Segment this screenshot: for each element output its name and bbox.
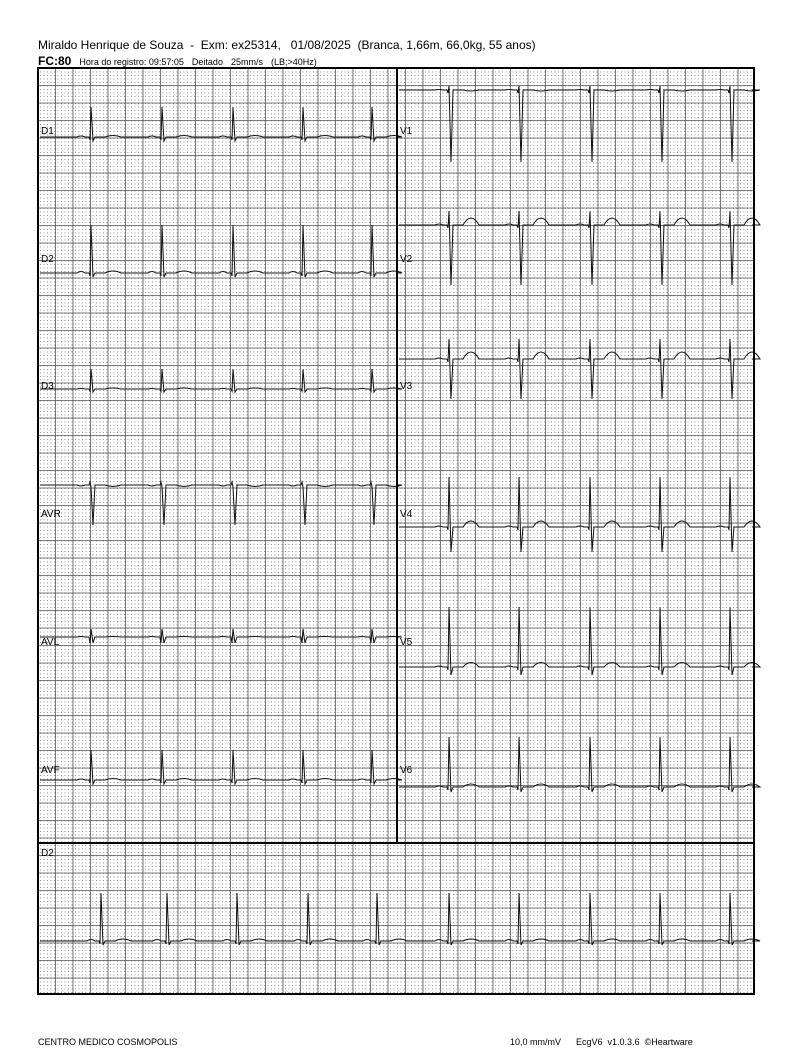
lead-label-avl: AVL xyxy=(41,637,60,648)
lead-label-v4: V4 xyxy=(400,509,413,520)
lead-label-d1: D1 xyxy=(41,126,54,137)
lead-label-v6: V6 xyxy=(400,765,413,776)
footer-info xyxy=(510,1037,693,1047)
lead-label-avr: AVR xyxy=(41,509,61,520)
brand-name: ©Heartware xyxy=(644,1037,693,1047)
filter-setting: (LB;>40Hz) xyxy=(270,57,317,67)
lead-label-d2: D2 xyxy=(41,254,54,265)
clinic-name: CENTRO MEDICO COSMOPOLIS xyxy=(38,1037,178,1047)
lead-label-v5: V5 xyxy=(400,637,413,648)
lead-label-v2: V2 xyxy=(400,254,413,265)
heart-rate: FC:80 xyxy=(38,54,72,68)
lead-label-v3: V3 xyxy=(400,381,413,392)
patient-info: Miraldo Henrique de Souza - Exm: ex25314, 01/08/2025 (Branca, 1,66m, 66,0kg, 55 anos) xyxy=(38,38,536,52)
lead-label-v1: V1 xyxy=(400,126,413,137)
lead-label-d3: D3 xyxy=(41,381,54,392)
patient-position: Deitado xyxy=(191,57,223,67)
lead-label-avf: AVF xyxy=(41,765,60,776)
gain-setting: 10,0 mm/mV xyxy=(510,1037,562,1047)
record-time: Hora do registro: 09:57:05 xyxy=(79,57,184,67)
lead-label-rhythm: D2 xyxy=(41,848,54,859)
paper-speed: 25mm/s xyxy=(230,57,263,67)
software-version: EcgV6 v1.0.3.6 xyxy=(576,1037,640,1047)
